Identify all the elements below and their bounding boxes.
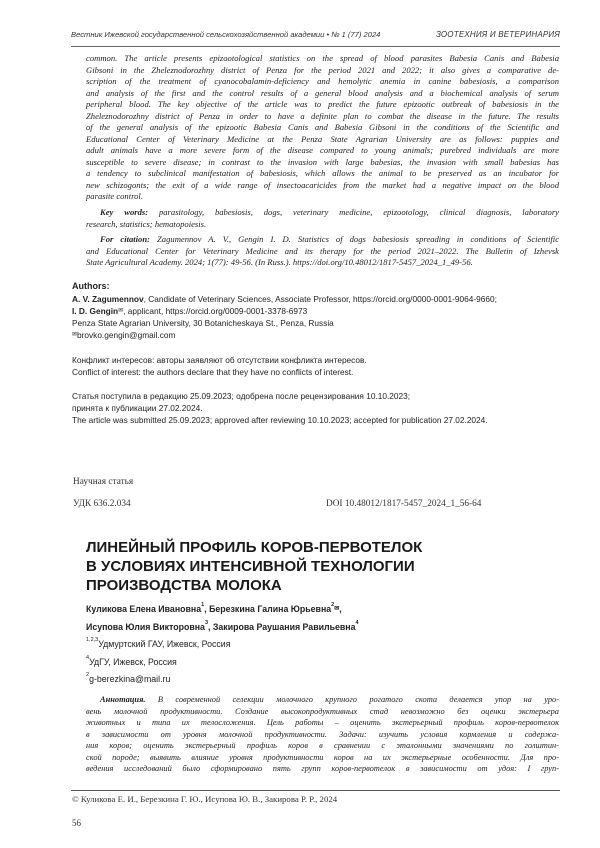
dates-line: The article was submitted 25.09.2023; approved after reviewing 10.10.2023; accepted for publication 27.02.2024. xyxy=(72,414,488,425)
annotation-line: ния коров; оценить экстерьерный профиль коров в сравнении с эталонными значениями по голштин- xyxy=(86,741,559,750)
title-line: ЛИНЕЙНЫЙ ПРОФИЛЬ КОРОВ-ПЕРВОТЕЛОК xyxy=(86,539,423,556)
affiliation: Удмуртский ГАУ, Ижевск, Россия xyxy=(98,639,231,649)
annotation-line: вень молочной продуктивности. Создание высокопродуктивных стад невозможно без оценки экстерьера xyxy=(86,706,559,716)
page-number: 56 xyxy=(72,818,81,828)
author-details: , Candidate of Veterinary Sciences, Associate Professor, https://orcid.org/0000-0001-9064-9660; xyxy=(143,293,497,304)
abstract-line: a tendency to subclinical manifestation of babesiosis, which allows the animal to be preserved as an incubator for xyxy=(86,168,559,178)
abstract-line: Gibsoni in the Zheleznodorozhny district of Penza for the period 2021 and 2022; it also gives a comparative de- xyxy=(86,64,559,75)
abstract-line: susceptible to severe disease; in contrast to the invasion with large babesias, the invasion with small babesias has xyxy=(86,156,559,167)
abstract-line: of the general analysis of the epizootic Babesia Canis and Babesia Gibsoni in the conditions of the Scientific and xyxy=(86,122,559,132)
author-details: , applicant, https://orcid.org/0009-0001-3378-6973 xyxy=(123,305,308,316)
authors-block xyxy=(72,281,562,342)
abstract-line: new schizogonts; the exit of a wide range of insectoacaricides from the market had a negative impact on the blood xyxy=(86,179,559,190)
mail-icon: ✉ xyxy=(72,331,78,338)
article-affiliations xyxy=(86,636,230,689)
udc-code: УДК 636.2.034 xyxy=(73,499,131,509)
affiliation: УдГУ, Ижевск, Россия xyxy=(89,656,177,667)
article-type: Научная статья xyxy=(73,477,134,487)
contact-email[interactable]: g-berezkina@mail.ru xyxy=(89,674,171,684)
annotation-line: ской породе; выявить влияние уровня продуктивности коров на их экстерьерные особенности. Для про- xyxy=(86,752,559,762)
author-name: Куликова Елена Ивановна xyxy=(86,604,202,614)
dates-line: Статья поступила в редакцию 25.09.2023; одобрена после рецензирования 10.10.2023; xyxy=(72,391,411,401)
russian-annotation xyxy=(86,694,559,775)
abstract-line: parasite control. xyxy=(86,191,143,201)
abstract-line: scription of the treatment of cyanocobalamin-deficiency and hemolytic anemia in canine babesiosis, a comparison xyxy=(86,76,559,86)
article-authors: Куликова Елена Ивановна$^1$, Березкина Галина Юрьевна$^{2✉}$, Исупова Юлия Викторовна$^3$, Закирова Раушания Равильевна$^4$ xyxy=(86,602,359,632)
citation-text: and Educational Center for Veterinary Medicine and its therapy for the period 2021–2022. The Bulletin of Izhevsk xyxy=(86,245,559,256)
running-header xyxy=(71,30,560,39)
conflict-ru: Конфликт интересов: авторы заявляют об отсутствии конфликта интересов. xyxy=(72,355,367,365)
author-name: Березкина Галина Юрьевна xyxy=(209,604,332,614)
title-line: В УСЛОВИЯХ ИНТЕНСИВНОЙ ТЕХНОЛОГИИ xyxy=(86,558,415,575)
keywords-text: parasitology, babesiosis, dogs, veterinary medicine, epizootology, clinical diagnosis, laboratory xyxy=(148,207,559,217)
author-name: I. D. Gengin xyxy=(72,305,119,316)
article-title xyxy=(86,538,422,595)
conflict-en: Conflict of interest: the authors declare that they have no conflicts of interest. xyxy=(72,366,354,377)
citation xyxy=(86,234,559,269)
superscript: 4 xyxy=(86,654,90,661)
abstract-line: common. The article presents epizootological statistics on the spread of blood parasites Babesia Canis and Babesia xyxy=(86,53,559,63)
citation-label: For citation: xyxy=(100,234,150,244)
conflict-of-interest xyxy=(72,355,562,379)
superscript: 4 xyxy=(355,619,359,626)
annotation-text: В современной селекции молочного крупного рогатого скота делается упор на уро- xyxy=(145,695,559,704)
abstract-line: Educational Center of Veterinary Medicine at the Penza State Agrarian University are as follows: puppies and xyxy=(86,133,559,144)
dates-line: принята к публикации 27.02.2024. xyxy=(72,402,203,413)
header-divider xyxy=(71,46,560,47)
section-name: ЗООТЕХНИЯ И ВЕТЕРИНАРИЯ xyxy=(435,30,560,39)
mail-icon: ✉ xyxy=(118,307,124,314)
authors-heading: Authors: xyxy=(72,281,110,291)
title-line: ПРОИЗВОДСТВА МОЛОКА xyxy=(86,577,282,594)
abstract-line: peripheral blood. The key objective of the article was to predict the future epizootic outbreak of babesiosis in the xyxy=(86,99,559,109)
keywords-text: research, statistics; hematopoiesis. xyxy=(86,218,207,229)
mail-icon: ✉ xyxy=(334,606,340,612)
author-email[interactable]: brovko.gengin@gmail.com xyxy=(77,329,176,340)
annotation-line: животных и типа их телосложения. Цель работы – оценить экстерьерный профиль коров-первотелок xyxy=(86,718,559,727)
doi[interactable]: DOI 10.48012/1817-5457_2024_1_56-64 xyxy=(326,499,482,509)
author-name: Закирова Раушания Равильевна xyxy=(212,621,356,632)
submission-dates xyxy=(72,391,562,427)
journal-name: Вестник Ижевской государственной сельскохозяйственной академии • № 1 (77) 2024 xyxy=(71,30,381,39)
abstract-line: adult animals have a more severe form of the disease compared to young animals; purebred individuals are more xyxy=(86,145,559,155)
annotation-line xyxy=(86,694,559,706)
superscript: 2 xyxy=(86,672,90,678)
abstract-line: Zheleznodorozhny district of Penza in order to have a definite plan to combat the disease in the future. The results xyxy=(86,110,559,121)
superscript: 1,2,3 xyxy=(86,637,99,643)
annotation-line: в зависимости от уровня молочной продуктивности. Задачи: изучить условия кормления и содержа- xyxy=(86,729,559,739)
citation-text: Zagumennov A. V., Gengin I. D. Statistics of dogs babesiosis spreading in conditions of Scientific xyxy=(150,234,560,244)
keywords xyxy=(86,207,559,230)
affiliation: Penza State Agrarian University, 30 Botanicheskaya St., Penza, Russia xyxy=(72,317,334,328)
annotation-line: ведения исследований было сформировано пять групп коров-первотелок в зависимости от удоя: I груп- xyxy=(86,764,559,773)
abstract-line: and analysis of the first and the control results of a general blood analysis and a biochemical analysis of serum xyxy=(86,87,559,98)
annotation-label: Аннотация. xyxy=(100,695,146,704)
citation-link[interactable]: State Agricultural Academy. 2024; 1(77): 49-56. (In Russ.). https://doi.org/10.48012/1817-5457_2024_1_49-56. xyxy=(86,257,473,267)
superscript: 2 xyxy=(331,602,335,608)
footer-divider xyxy=(71,790,560,791)
superscript: 1 xyxy=(201,602,205,608)
superscript: 3 xyxy=(204,619,209,626)
author-name: A. V. Zagumennov xyxy=(72,293,144,304)
keywords-label: Key words: xyxy=(100,207,149,217)
english-abstract xyxy=(86,53,559,203)
copyright: © Куликова Е. И., Березкина Г. Ю., Исупова Ю. В., Закирова Р. Р., 2024 xyxy=(72,794,338,804)
author-name: Исупова Юлия Викторовна xyxy=(86,621,205,632)
